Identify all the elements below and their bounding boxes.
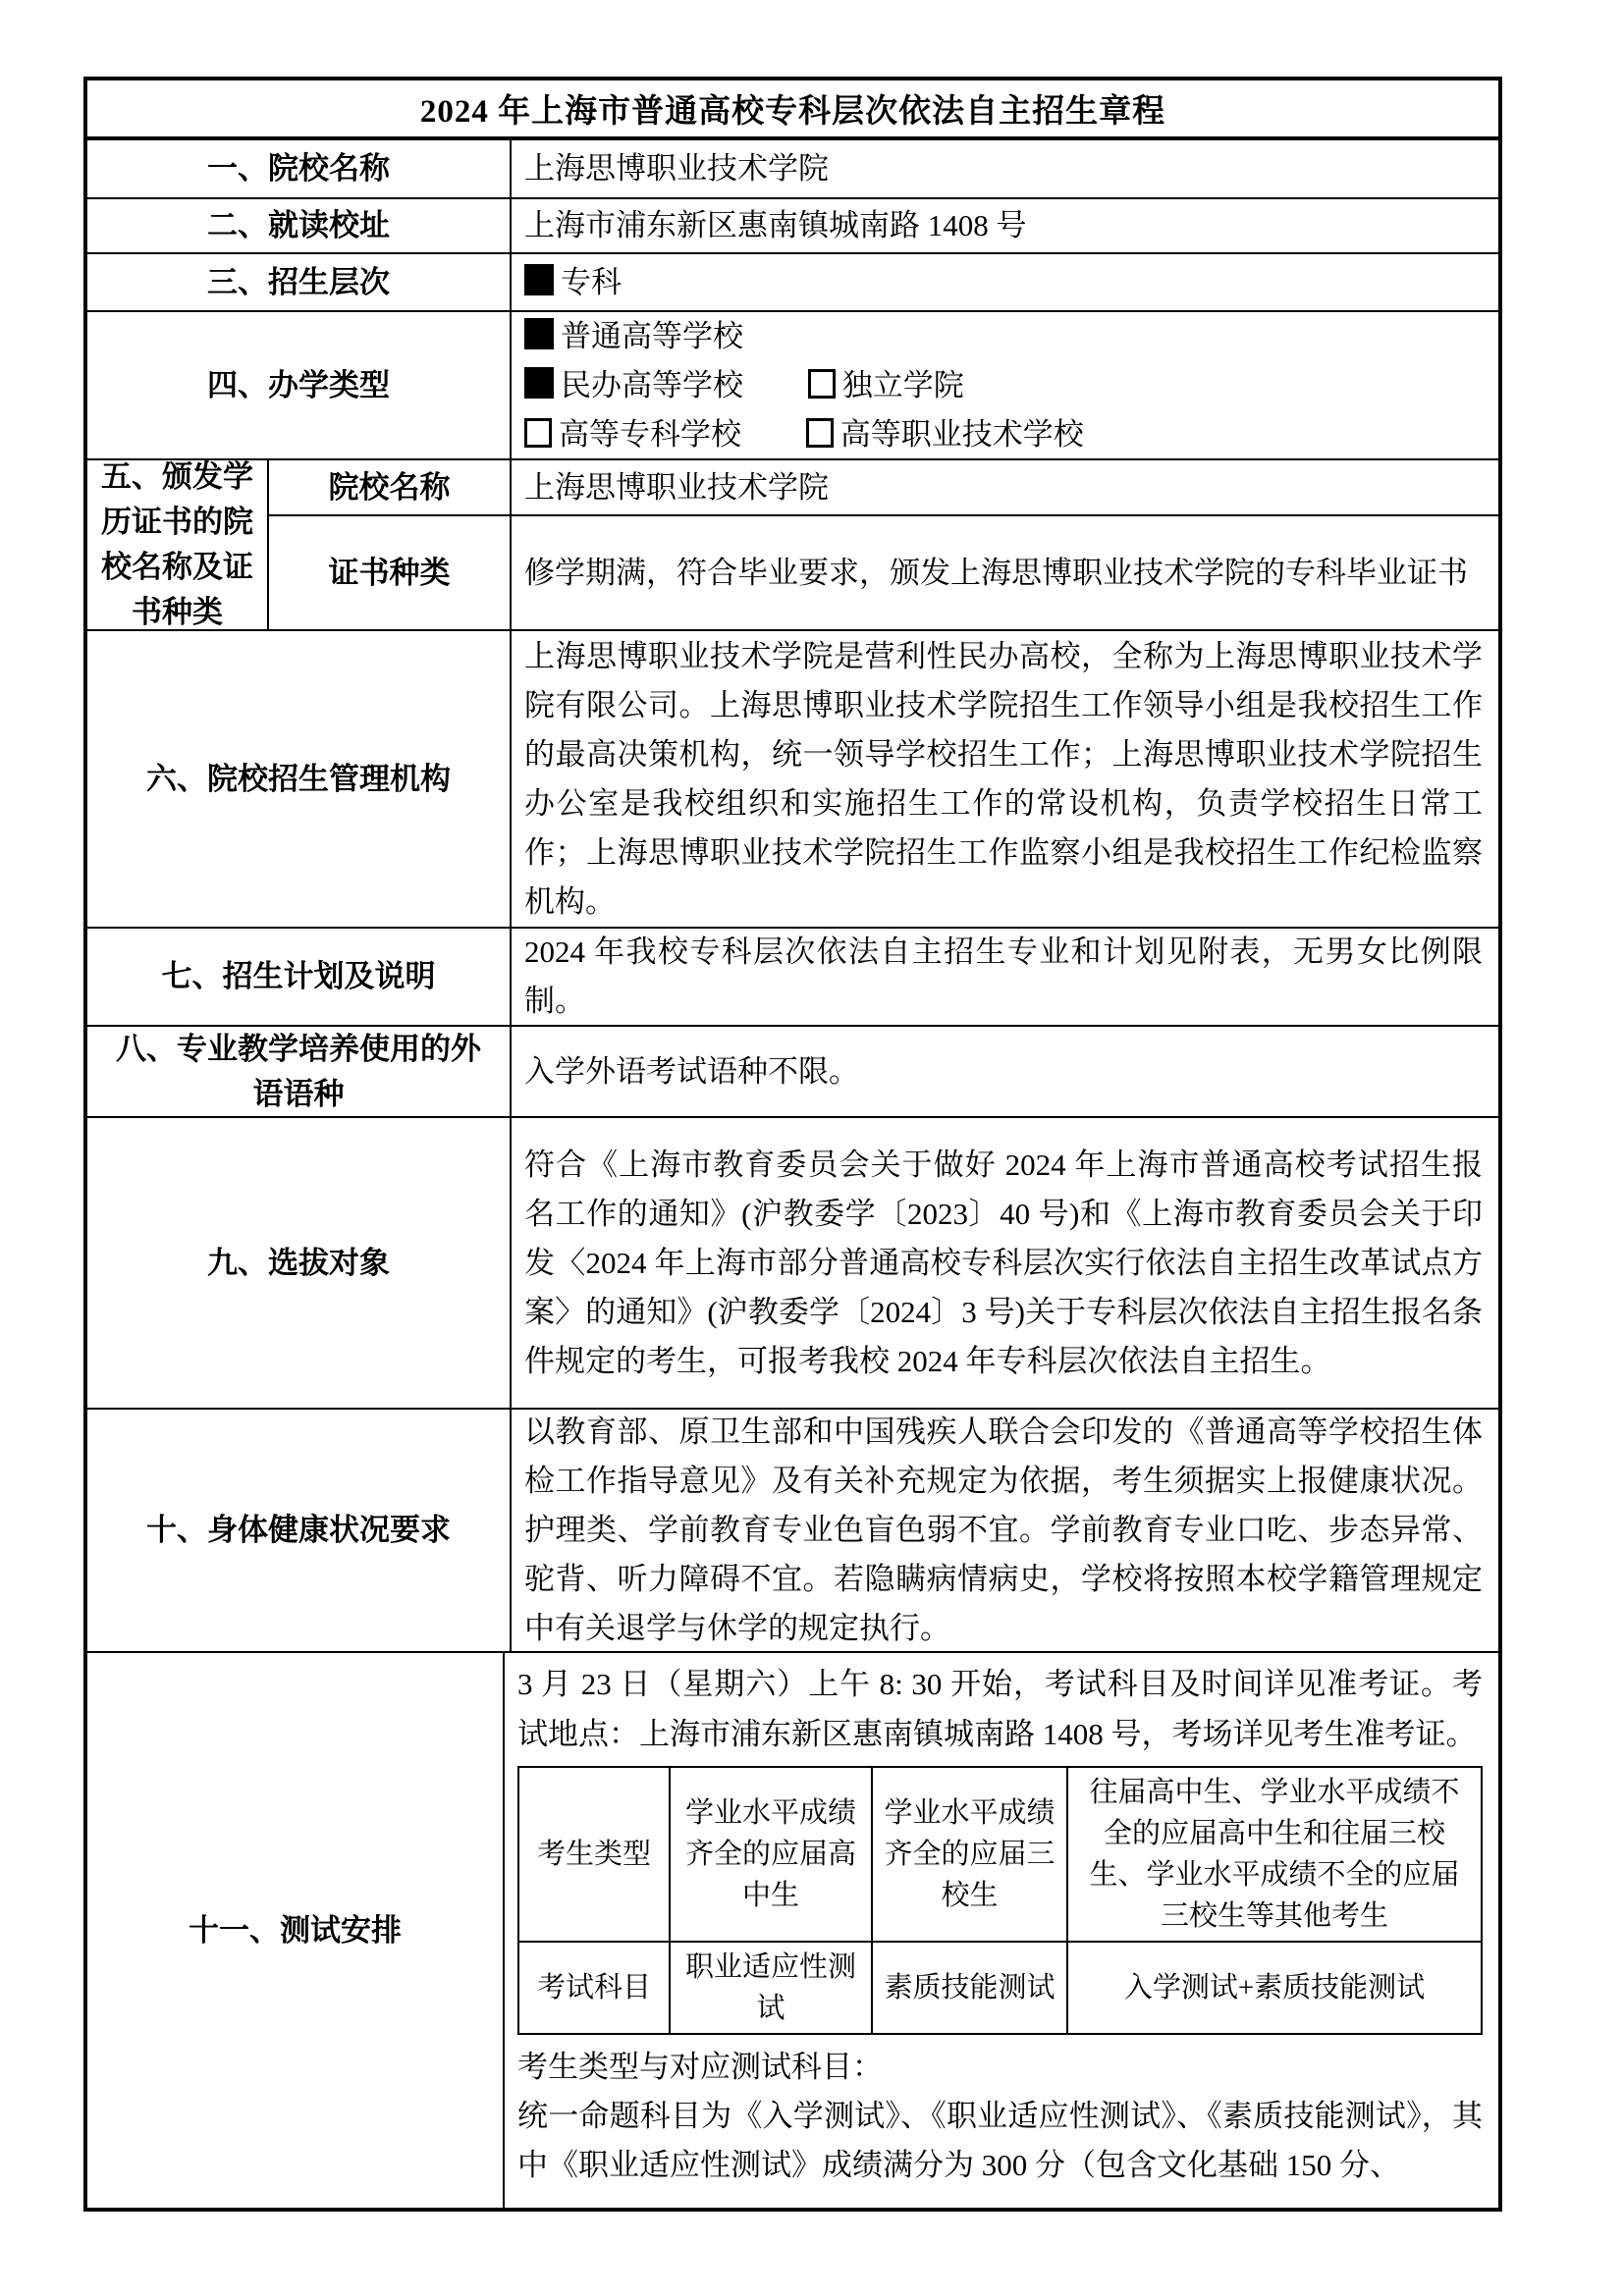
checkbox-checked-icon: [524, 264, 554, 295]
test-note-body: 统一命题科目为《入学测试》、《职业适应性测试》、《素质技能测试》，其中《职业适应性测试》成绩满分为 300 分（包含文化基础 150 分、: [517, 2099, 1483, 2182]
row-label: 二、就读校址: [87, 199, 512, 252]
exam-table-row-candidate-types: [518, 1767, 1482, 1942]
checkbox-unchecked-icon: [806, 418, 834, 448]
row-value: 以教育部、原卫生部和中国残疾人联合会印发的《普通高等学校招生体检工作指导意见》及有关补充规定为依据，考生须据实上报健康状况。护理类、学前教育专业色盲色弱不宜。学前教育专业口吃、步态异常、驼背、听力障碍不宜。若隐瞒病情病史，学校将按照本校学籍管理规定中有关退学与休学的规定执行。: [524, 1415, 1483, 1645]
exam-cell: 职业适应性测试: [670, 1942, 872, 2034]
charter-table: [83, 77, 1502, 2212]
subrow-certificate-type: [269, 514, 1498, 629]
row-label: 十一、测试安排: [87, 1653, 505, 2208]
option-line-1: [524, 312, 1483, 361]
row-admission-management: [87, 629, 1498, 927]
exam-table-row-subjects: [518, 1942, 1482, 2034]
option-zhuanke: [524, 265, 622, 299]
option-higher-vocational-school: [524, 417, 741, 452]
option-label: 专科: [561, 264, 622, 299]
subrow-value: 修学期满，符合毕业要求，颁发上海思博职业技术学院的专科毕业证书: [524, 555, 1468, 590]
row-label: 六、院校招生管理机构: [87, 631, 512, 927]
test-note-heading: 考生类型与对应测试科目：: [517, 2050, 883, 2084]
option-label: 高等职业技术学校: [839, 416, 1084, 452]
exam-cell: 学业水平成绩齐全的应届三校生: [872, 1767, 1067, 1942]
subrow-school-name: [269, 460, 1498, 514]
option-higher-technical-school: [806, 417, 1084, 452]
subrow-label: 证书种类: [269, 516, 512, 629]
option-label: 高等专科学校: [559, 416, 741, 452]
row-selection-target: [87, 1116, 1498, 1408]
row-label: 九、选拔对象: [87, 1118, 512, 1408]
row-value: 上海思博职业技术学院: [524, 151, 829, 186]
test-intro: 3 月 23 日（星期六）上午 8: 30 开始，考试科目及时间详见准考证。考试地点：上海市浦东新区惠南镇城南路 1408 号，考场详见考生准考证。: [517, 1667, 1483, 1751]
row-value: 上海市浦东新区惠南镇城南路 1408 号: [524, 208, 1027, 242]
row-school-name: [87, 140, 1498, 197]
checkbox-checked-icon: [524, 318, 554, 349]
exam-cell: 往届高中生、学业水平成绩不全的应届高中生和往届三校生、学业水平成绩不全的应届三校生等其他考生: [1067, 1767, 1482, 1942]
option-independent-college: [808, 368, 964, 402]
checkbox-unchecked-icon: [524, 418, 552, 448]
option-label: 普通高等学校: [561, 318, 743, 353]
row-value: 入学外语考试语种不限。: [524, 1053, 859, 1089]
row-label: 十、身体健康状况要求: [87, 1410, 512, 1651]
option-regular-college: [524, 319, 743, 353]
row-school-type: [87, 310, 1498, 458]
row-label: 三、招生层次: [87, 254, 512, 310]
row-campus-address: [87, 197, 1498, 252]
row-label: 四、办学类型: [87, 312, 512, 458]
option-line-3: [524, 410, 1483, 459]
checkbox-checked-icon: [524, 367, 554, 399]
row-value: 2024 年我校专科层次依法自主招生专业和计划见附表，无男女比例限制。: [524, 934, 1483, 1018]
row-label: 一、院校名称: [87, 140, 512, 197]
option-line-2: [524, 361, 1483, 410]
checkbox-unchecked-icon: [808, 369, 836, 399]
row-value: 上海思博职业技术学院是营利性民办高校，全称为上海思博职业技术学院有限公司。上海思博职业技术学院招生工作领导小组是我校招生工作的最高决策机构，统一领导学校招生工作；上海思博职业技术学院招生办公室是我校组织和实施招生工作的常设机构，负责学校招生日常工作；上海思博职业技术学院招生工作监察小组是我校招生工作纪检监察机构。: [524, 638, 1483, 919]
row-value: 符合《上海市教育委员会关于做好 2024 年上海市普通高校考试招生报名工作的通知》(沪教委学〔2023〕40 号)和《上海市教育委员会关于印发〈2024 年上海市部分普通高校专科层次实行依法自主招生改革试点方案〉的通知》(沪教委学〔2024〕3 号)关于专科层次依法自主招生报名条件规定的考生，可报考我校 2024 年专科层次依法自主招生。: [524, 1147, 1483, 1378]
row-enrollment-plan: [87, 927, 1498, 1025]
exam-cell: 入学测试+素质技能测试: [1067, 1942, 1482, 2034]
subrow-value: 上海思博职业技术学院: [524, 469, 829, 505]
row-label: 七、招生计划及说明: [87, 929, 512, 1025]
row-enrollment-level: [87, 252, 1498, 310]
exam-cell: 学业水平成绩齐全的应届高中生: [670, 1767, 872, 1942]
subrow-label: 院校名称: [269, 460, 512, 514]
row-test-arrangement: [87, 1651, 1498, 2208]
row-label: 八、专业教学培养使用的外语语种: [87, 1027, 512, 1116]
row-foreign-language: [87, 1025, 1498, 1116]
option-label: 独立学院: [841, 367, 964, 402]
option-label: 民办高等学校: [561, 367, 743, 402]
exam-cell: 考生类型: [518, 1767, 670, 1942]
row-label: 五、颁发学历证书的院校名称及证书种类: [87, 460, 269, 629]
document-title: 2024 年上海市普通高校专科层次依法自主招生章程: [87, 80, 1498, 140]
option-private-college: [524, 368, 743, 402]
exam-cell: 素质技能测试: [872, 1942, 1067, 2034]
row-health-requirements: [87, 1408, 1498, 1651]
exam-cell: 考试科目: [518, 1942, 670, 2034]
row-certificate: [87, 458, 1498, 629]
exam-subjects-table: [517, 1766, 1483, 2035]
